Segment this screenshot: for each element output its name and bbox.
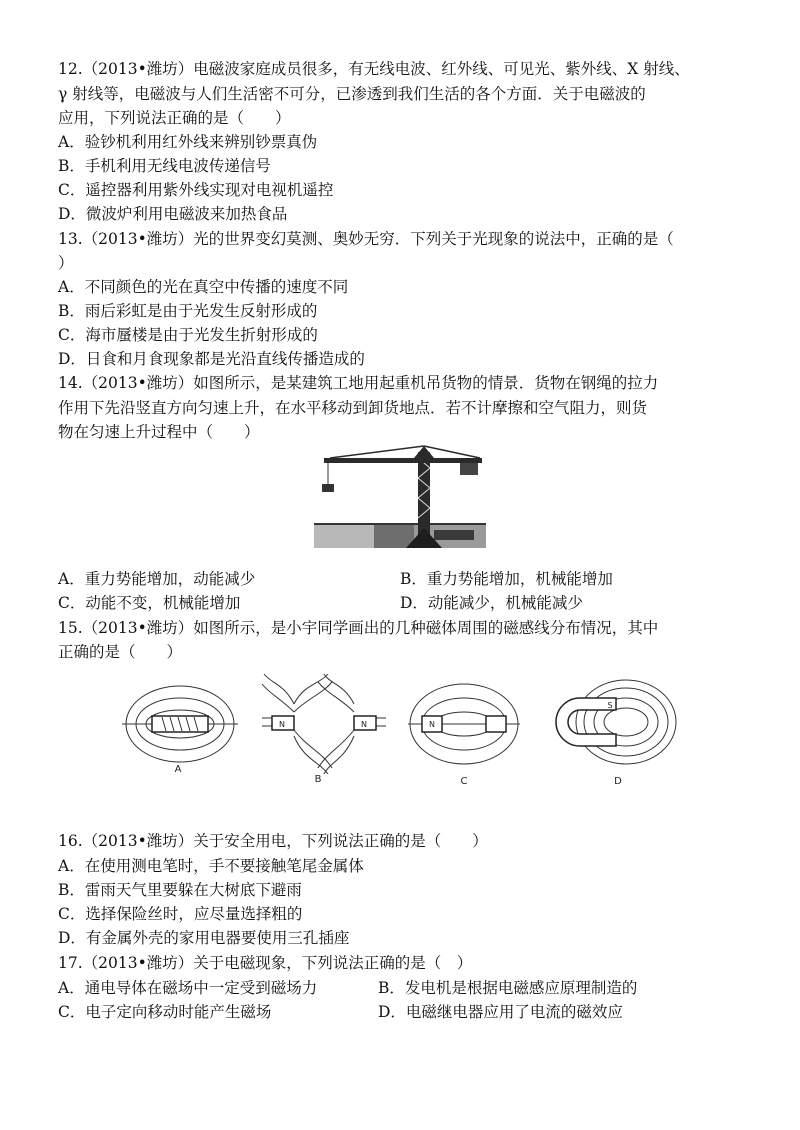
q14-stem-line-1: 14.（2013•潍坊）如图所示，是某建筑工地用起重机吊货物的情景．货物在钢绳的拉力 bbox=[58, 374, 659, 392]
q13-option-d: D．日食和月食现象都是光沿直线传播造成的 bbox=[58, 350, 365, 368]
q12-option-b: B．手机利用无线电波传递信号 bbox=[58, 157, 271, 175]
q13-stem-line-2: ） bbox=[58, 254, 74, 272]
figure-b-label: B bbox=[314, 774, 322, 785]
figure-c-magnet-right bbox=[486, 716, 506, 732]
q15-stem-line-1: 15.（2013•潍坊）如图所示，是小宇同学画出的几种磁体周围的磁感线分布情况，其中 bbox=[58, 619, 659, 637]
q16-option-a: A．在使用测电笔时，手不要接触笔尾金属体 bbox=[58, 857, 364, 875]
q12-stem-line-2: γ 射线等，电磁波与人们生活密不可分，已渗透到我们生活的各个方面．关于电磁波的 bbox=[58, 85, 646, 103]
q14-option-a: A．重力势能增加，动能减少 bbox=[58, 570, 256, 588]
q14-stem-line-2: 作用下先沿竖直方向匀速上升，在水平移动到卸货地点．若不计摩擦和空气阻力，则货 bbox=[58, 399, 648, 417]
figure-d-pole: S bbox=[607, 701, 613, 710]
q17-option-b: B．发电机是根据电磁感应原理制造的 bbox=[378, 979, 638, 997]
figure-c-label: C bbox=[460, 776, 468, 787]
figure-b-pole-right: N bbox=[361, 720, 367, 729]
figure-a-label: A bbox=[174, 764, 182, 775]
q14-option-d: D．动能减少，机械能减少 bbox=[400, 594, 583, 612]
q16-option-d: D．有金属外壳的家用电器要使用三孔插座 bbox=[58, 929, 350, 947]
crane-image bbox=[310, 444, 490, 552]
q15-stem-line-2: 正确的是（ ） bbox=[58, 643, 183, 661]
q14-option-b: B．重力势能增加，机械能增加 bbox=[400, 570, 613, 588]
figure-d-field-lines bbox=[576, 680, 676, 764]
q12-stem-line-3: 应用，下列说法正确的是（ ） bbox=[58, 109, 291, 127]
q12-option-d: D．微波炉利用电磁波来加热食品 bbox=[58, 205, 288, 223]
q17-option-c: C．电子定向移动时能产生磁场 bbox=[58, 1003, 272, 1021]
q13-option-b: B．雨后彩虹是由于光发生反射形成的 bbox=[58, 302, 318, 320]
q14-option-c: C．动能不变，机械能增加 bbox=[58, 594, 241, 612]
q16-stem: 16.（2013•潍坊）关于安全用电，下列说法正确的是（ ） bbox=[58, 832, 488, 850]
q17-stem: 17.（2013•潍坊）关于电磁现象，下列说法正确的是（ ） bbox=[58, 954, 473, 972]
q14-stem-line-3: 物在匀速上升过程中（ ） bbox=[58, 423, 260, 441]
figure-d-label: D bbox=[614, 776, 622, 787]
q13-stem-line-1: 13.（2013•潍坊）光的世界变幻莫测、奥妙无穷．下列关于光现象的说法中，正确的是（ bbox=[58, 230, 674, 248]
q17-option-a: A．通电导体在磁场中一定受到磁场力 bbox=[58, 979, 318, 997]
figure-c-pole: N bbox=[429, 720, 435, 729]
q13-option-c: C．海市蜃楼是由于光发生折射形成的 bbox=[58, 326, 318, 344]
magnetic-field-lines-figure bbox=[118, 664, 682, 794]
q12-stem-line-1: 12.（2013•潍坊）电磁波家庭成员很多，有无线电波、红外线、可见光、紫外线、X 射线、 bbox=[58, 60, 690, 78]
q12-option-a: A．验钞机利用红外线来辨别钞票真伪 bbox=[58, 133, 318, 151]
q17-option-d: D．电磁继电器应用了电流的磁效应 bbox=[378, 1003, 623, 1021]
q16-option-c: C．选择保险丝时，应尽量选择粗的 bbox=[58, 905, 303, 923]
q12-option-c: C．遥控器利用紫外线实现对电视机遥控 bbox=[58, 181, 334, 199]
figure-b-pole-left: N bbox=[279, 720, 285, 729]
q16-option-b: B．雷雨天气里要躲在大树底下避雨 bbox=[58, 881, 302, 899]
q13-option-a: A．不同颜色的光在真空中传播的速度不同 bbox=[58, 278, 349, 296]
